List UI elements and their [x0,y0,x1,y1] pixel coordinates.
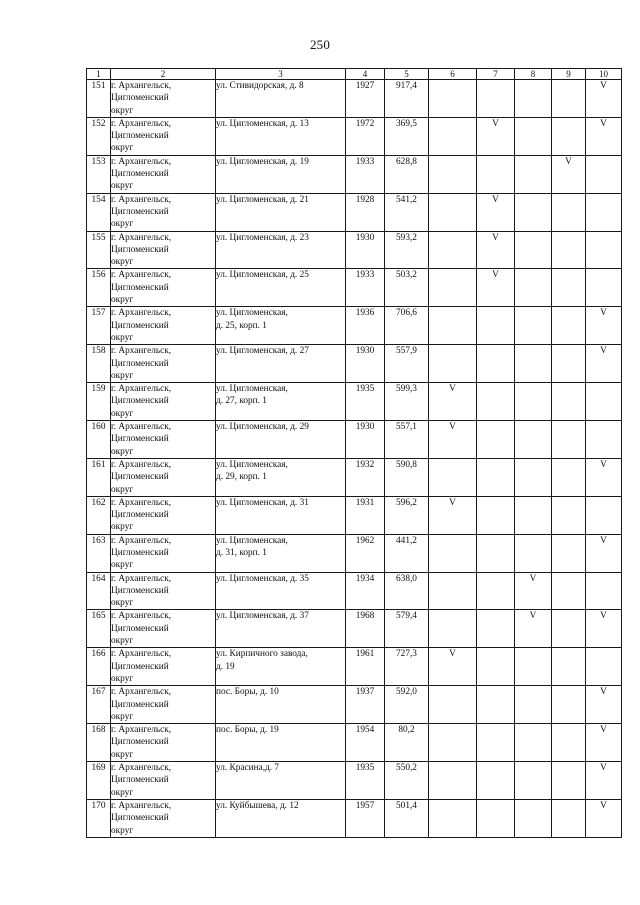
mark-cell-col6 [429,193,477,231]
table-row [87,762,622,800]
mark-cell-col7 [477,421,515,459]
mark-cell-col8 [515,724,552,762]
table-row [87,383,622,421]
column-number-row [87,69,622,80]
table-row [87,610,622,648]
mark-cell-col10: V [586,458,622,496]
year-cell: 1934 [346,572,385,610]
address-cell: ул. Цигломенская, д. 25, корп. 1 [216,307,346,345]
district-cell: г. Архангельск, Цигломенский округ [111,686,216,724]
mark-cell-col7 [477,686,515,724]
mark-cell-col8 [515,117,552,155]
mark-cell-col9 [552,724,586,762]
mark-cell-col10 [586,648,622,686]
area-cell: 501,4 [385,799,429,837]
mark-cell-col6 [429,572,477,610]
mark-cell-col10 [586,155,622,193]
mark-cell-col9 [552,534,586,572]
mark-cell-col10 [586,383,622,421]
mark-cell-col7 [477,648,515,686]
table-row [87,572,622,610]
mark-cell-col9 [552,458,586,496]
year-cell: 1933 [346,155,385,193]
building-table [86,68,622,838]
area-cell: 557,1 [385,421,429,459]
mark-cell-col8 [515,345,552,383]
mark-cell-col6 [429,345,477,383]
district-cell: г. Архангельск, Цигломенский округ [111,231,216,269]
mark-cell-col7: V [477,269,515,307]
mark-cell-col6 [429,762,477,800]
mark-cell-col6: V [429,383,477,421]
area-cell: 638,0 [385,572,429,610]
area-cell: 80,2 [385,724,429,762]
row-number-cell: 166 [87,648,111,686]
mark-cell-col9 [552,345,586,383]
address-cell: пос. Боры, д. 10 [216,686,346,724]
district-cell: г. Архангельск, Цигломенский округ [111,799,216,837]
area-cell: 503,2 [385,269,429,307]
mark-cell-col10: V [586,724,622,762]
table-row [87,496,622,534]
year-cell: 1933 [346,269,385,307]
year-cell: 1935 [346,383,385,421]
mark-cell-col7 [477,762,515,800]
mark-cell-col6 [429,686,477,724]
mark-cell-col6 [429,799,477,837]
row-number-cell: 161 [87,458,111,496]
mark-cell-col10: V [586,762,622,800]
mark-cell-col10 [586,269,622,307]
area-cell: 593,2 [385,231,429,269]
column-header: 10 [586,69,622,80]
year-cell: 1961 [346,648,385,686]
year-cell: 1954 [346,724,385,762]
mark-cell-col6 [429,307,477,345]
row-number-cell: 159 [87,383,111,421]
mark-cell-col9 [552,231,586,269]
district-cell: г. Архангельск, Цигломенский округ [111,534,216,572]
area-cell: 541,2 [385,193,429,231]
table-row [87,307,622,345]
mark-cell-col9 [552,686,586,724]
mark-cell-col7 [477,496,515,534]
table-row [87,421,622,459]
mark-cell-col9 [552,421,586,459]
year-cell: 1927 [346,80,385,118]
area-cell: 628,8 [385,155,429,193]
area-cell: 727,3 [385,648,429,686]
district-cell: г. Архангельск, Цигломенский округ [111,724,216,762]
year-cell: 1931 [346,496,385,534]
mark-cell-col7: V [477,117,515,155]
address-cell: ул. Куйбышева, д. 12 [216,799,346,837]
district-cell: г. Архангельск, Цигломенский округ [111,80,216,118]
mark-cell-col6: V [429,496,477,534]
mark-cell-col8 [515,269,552,307]
mark-cell-col6: V [429,421,477,459]
year-cell: 1936 [346,307,385,345]
area-cell: 441,2 [385,534,429,572]
address-cell: ул. Цигломенская, д. 27 [216,345,346,383]
mark-cell-col9 [552,307,586,345]
mark-cell-col7 [477,458,515,496]
mark-cell-col10: V [586,799,622,837]
address-cell: ул. Цигломенская, д. 13 [216,117,346,155]
mark-cell-col8 [515,534,552,572]
mark-cell-col6 [429,155,477,193]
mark-cell-col8 [515,762,552,800]
table-row [87,231,622,269]
table-row [87,799,622,837]
mark-cell-col10 [586,496,622,534]
district-cell: г. Архангельск, Цигломенский округ [111,269,216,307]
row-number-cell: 160 [87,421,111,459]
column-header: 5 [385,69,429,80]
mark-cell-col9: V [552,155,586,193]
mark-cell-col8 [515,648,552,686]
district-cell: г. Архангельск, Цигломенский округ [111,421,216,459]
mark-cell-col8 [515,307,552,345]
mark-cell-col8 [515,193,552,231]
mark-cell-col8 [515,421,552,459]
mark-cell-col8 [515,496,552,534]
mark-cell-col7 [477,799,515,837]
mark-cell-col7 [477,155,515,193]
table-row [87,269,622,307]
address-cell: ул. Цигломенская, д. 23 [216,231,346,269]
mark-cell-col9 [552,610,586,648]
mark-cell-col8: V [515,610,552,648]
district-cell: г. Архангельск, Цигломенский округ [111,762,216,800]
row-number-cell: 155 [87,231,111,269]
mark-cell-col8 [515,458,552,496]
address-cell: ул. Цигломенская, д. 19 [216,155,346,193]
row-number-cell: 151 [87,80,111,118]
mark-cell-col10 [586,572,622,610]
mark-cell-col7 [477,572,515,610]
row-number-cell: 167 [87,686,111,724]
address-cell: ул. Кирпичного завода, д. 19 [216,648,346,686]
mark-cell-col7: V [477,193,515,231]
address-cell: ул. Цигломенская, д. 21 [216,193,346,231]
table-row [87,80,622,118]
table-row [87,534,622,572]
column-header: 4 [346,69,385,80]
area-cell: 596,2 [385,496,429,534]
mark-cell-col9 [552,269,586,307]
mark-cell-col8 [515,80,552,118]
mark-cell-col10 [586,193,622,231]
column-header: 8 [515,69,552,80]
row-number-cell: 162 [87,496,111,534]
table-body [87,80,622,838]
area-cell: 592,0 [385,686,429,724]
mark-cell-col6 [429,724,477,762]
mark-cell-col10: V [586,117,622,155]
address-cell: ул. Цигломенская, д. 25 [216,269,346,307]
mark-cell-col10: V [586,345,622,383]
district-cell: г. Архангельск, Цигломенский округ [111,572,216,610]
mark-cell-col9 [552,80,586,118]
address-cell: ул. Стивидорская, д. 8 [216,80,346,118]
mark-cell-col6 [429,80,477,118]
table-row [87,117,622,155]
column-header: 7 [477,69,515,80]
mark-cell-col7 [477,724,515,762]
mark-cell-col10: V [586,307,622,345]
mark-cell-col7 [477,534,515,572]
table-row [87,193,622,231]
district-cell: г. Архангельск, Цигломенский округ [111,307,216,345]
mark-cell-col7 [477,383,515,421]
district-cell: г. Архангельск, Цигломенский округ [111,610,216,648]
mark-cell-col9 [552,799,586,837]
district-cell: г. Архангельск, Цигломенский округ [111,383,216,421]
area-cell: 369,5 [385,117,429,155]
district-cell: г. Архангельск, Цигломенский округ [111,345,216,383]
area-cell: 917,4 [385,80,429,118]
row-number-cell: 156 [87,269,111,307]
address-cell: ул. Цигломенская, д. 27, корп. 1 [216,383,346,421]
table-row [87,155,622,193]
mark-cell-col9 [552,383,586,421]
year-cell: 1932 [346,458,385,496]
mark-cell-col10: V [586,610,622,648]
year-cell: 1930 [346,345,385,383]
district-cell: г. Архангельск, Цигломенский округ [111,648,216,686]
mark-cell-col6: V [429,648,477,686]
row-number-cell: 157 [87,307,111,345]
mark-cell-col7 [477,345,515,383]
year-cell: 1930 [346,231,385,269]
mark-cell-col9 [552,572,586,610]
mark-cell-col7 [477,610,515,648]
address-cell: ул. Цигломенская, д. 31, корп. 1 [216,534,346,572]
area-cell: 706,6 [385,307,429,345]
mark-cell-col9 [552,117,586,155]
address-cell: ул. Цигломенская, д. 35 [216,572,346,610]
table-row [87,458,622,496]
year-cell: 1930 [346,421,385,459]
mark-cell-col6 [429,269,477,307]
area-cell: 599,3 [385,383,429,421]
mark-cell-col8: V [515,572,552,610]
mark-cell-col9 [552,762,586,800]
table-row [87,648,622,686]
year-cell: 1937 [346,686,385,724]
mark-cell-col6 [429,231,477,269]
mark-cell-col8 [515,383,552,421]
row-number-cell: 170 [87,799,111,837]
mark-cell-col10 [586,231,622,269]
address-cell: ул. Цигломенская, д. 37 [216,610,346,648]
mark-cell-col6 [429,610,477,648]
column-header: 9 [552,69,586,80]
row-number-cell: 164 [87,572,111,610]
mark-cell-col6 [429,458,477,496]
table-row [87,686,622,724]
row-number-cell: 153 [87,155,111,193]
mark-cell-col7 [477,80,515,118]
column-header: 2 [111,69,216,80]
row-number-cell: 168 [87,724,111,762]
address-cell: пос. Боры, д. 19 [216,724,346,762]
year-cell: 1962 [346,534,385,572]
mark-cell-col8 [515,155,552,193]
row-number-cell: 163 [87,534,111,572]
year-cell: 1972 [346,117,385,155]
mark-cell-col7: V [477,231,515,269]
area-cell: 579,4 [385,610,429,648]
row-number-cell: 152 [87,117,111,155]
column-header: 6 [429,69,477,80]
area-cell: 590,8 [385,458,429,496]
page-number: 250 [309,37,331,52]
mark-cell-col8 [515,686,552,724]
table-row [87,724,622,762]
column-header: 1 [87,69,111,80]
address-cell: ул. Цигломенская, д. 29, корп. 1 [216,458,346,496]
mark-cell-col10 [586,421,622,459]
area-cell: 550,2 [385,762,429,800]
mark-cell-col10: V [586,80,622,118]
mark-cell-col7 [477,307,515,345]
mark-cell-col8 [515,799,552,837]
area-cell: 557,9 [385,345,429,383]
mark-cell-col9 [552,496,586,534]
district-cell: г. Архангельск, Цигломенский округ [111,117,216,155]
mark-cell-col9 [552,193,586,231]
address-cell: ул. Красина,д. 7 [216,762,346,800]
year-cell: 1928 [346,193,385,231]
address-cell: ул. Цигломенская, д. 29 [216,421,346,459]
table-row [87,345,622,383]
column-header: 3 [216,69,346,80]
row-number-cell: 169 [87,762,111,800]
mark-cell-col9 [552,648,586,686]
mark-cell-col8 [515,231,552,269]
district-cell: г. Архангельск, Цигломенский округ [111,155,216,193]
year-cell: 1968 [346,610,385,648]
row-number-cell: 165 [87,610,111,648]
mark-cell-col6 [429,534,477,572]
year-cell: 1935 [346,762,385,800]
row-number-cell: 154 [87,193,111,231]
district-cell: г. Архангельск, Цигломенский округ [111,458,216,496]
address-cell: ул. Цигломенская, д. 31 [216,496,346,534]
mark-cell-col6 [429,117,477,155]
district-cell: г. Архангельск, Цигломенский округ [111,496,216,534]
mark-cell-col10: V [586,686,622,724]
district-cell: г. Архангельск, Цигломенский округ [111,193,216,231]
row-number-cell: 158 [87,345,111,383]
year-cell: 1957 [346,799,385,837]
mark-cell-col10: V [586,534,622,572]
